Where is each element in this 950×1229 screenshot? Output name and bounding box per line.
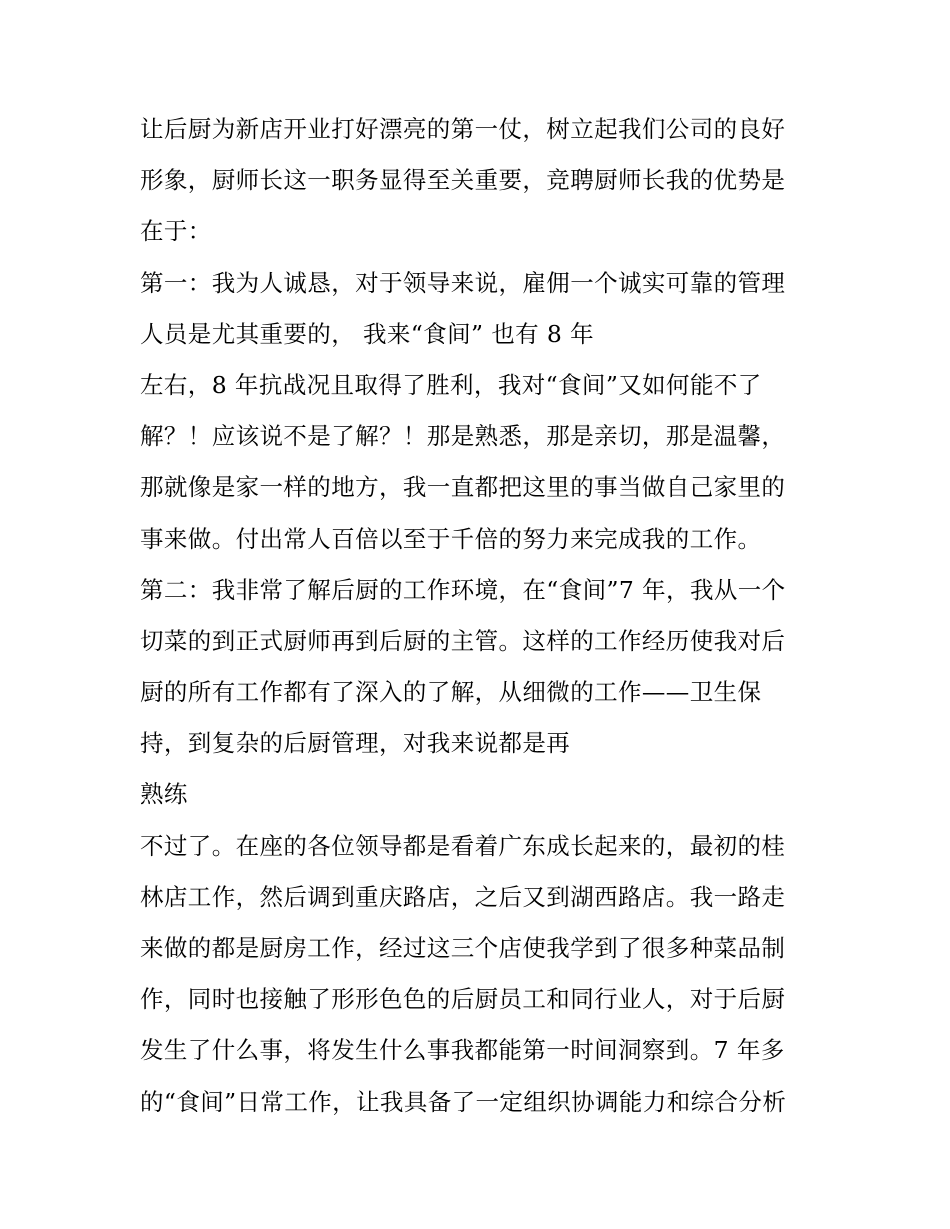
text-line: 第二：我非常了解后厨的工作环境，在“食间”7 年，我从一个 — [140, 575, 786, 604]
text-line: 让后厨为新店开业打好漂亮的第一仗，树立起我们公司的良好 — [140, 115, 786, 143]
text-line: 的“食间”日常工作，让我具备了一定组织协调能力和综合分析 — [140, 1087, 787, 1116]
text-line: 熟练 — [140, 780, 188, 809]
text-line: 在于： — [140, 217, 212, 246]
text-line: 那就像是家一样的地方，我一直都把这里的事当做自己家里的 — [140, 473, 786, 502]
text-line: 作，同时也接触了形形色色的后厨员工和同行业人，对于后厨 — [140, 985, 786, 1014]
text-line: 厨的所有工作都有了深入的了解，从细微的工作——卫生保 — [140, 678, 762, 707]
text-line: 人员是尤其重要的， 我来“食间” 也有 8 年 — [140, 319, 595, 348]
text-line: 林店工作，然后调到重庆路店，之后又到湖西路店。我一路走 — [140, 882, 786, 911]
text-line: 解？！应该说不是了解？！那是熟悉，那是亲切，那是温馨， — [140, 422, 786, 451]
text-line: 左右，8 年抗战况且取得了胜利，我对“食间”又如何能不了 — [140, 370, 762, 399]
text-line: 事来做。付出常人百倍以至于千倍的努力来完成我的工作。 — [140, 524, 762, 553]
text-line: 持，到复杂的后厨管理，对我来说都是再 — [140, 729, 571, 758]
text-line: 切菜的到正式厨师再到后厨的主管。这样的工作经历使我对后 — [140, 626, 786, 655]
text-line: 不过了。在座的各位领导都是看着广东成长起来的，最初的桂 — [140, 831, 786, 860]
text-line: 形象，厨师长这一职务显得至关重要，竞聘厨师长我的优势是 — [140, 166, 786, 195]
text-line: 第一：我为人诚恳，对于领导来说，雇佣一个诚实可靠的管理 — [140, 268, 786, 297]
text-line: 发生了什么事，将发生什么事我都能第一时间洞察到。7 年多 — [140, 1036, 785, 1065]
text-line: 来做的都是厨房工作，经过这三个店使我学到了很多种菜品制 — [140, 934, 786, 962]
body-text — [140, 104, 840, 1128]
